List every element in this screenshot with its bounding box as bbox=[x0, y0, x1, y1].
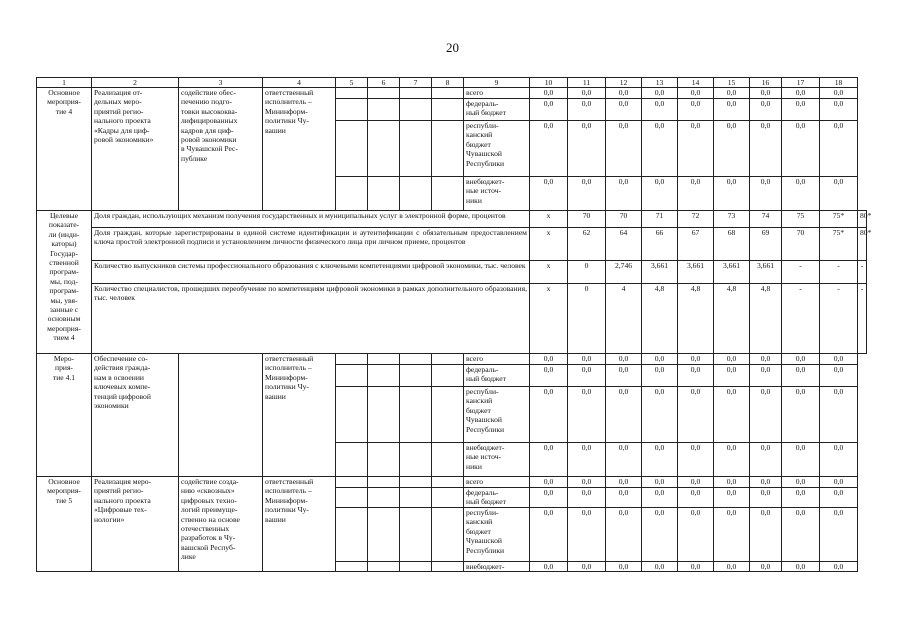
funding-value: 0,0 bbox=[750, 387, 782, 443]
funding-value: 0,0 bbox=[714, 99, 750, 121]
funding-value: 0,0 bbox=[782, 488, 820, 508]
column-number: 3 bbox=[179, 78, 263, 88]
empty-cell bbox=[400, 99, 432, 121]
funding-value: 0,0 bbox=[678, 88, 714, 99]
funding-value: 0,0 bbox=[642, 88, 678, 99]
column-number-row bbox=[37, 78, 867, 88]
empty-cell bbox=[432, 121, 464, 177]
funding-value: 0,0 bbox=[530, 99, 568, 121]
indicator-value: 71 bbox=[642, 211, 678, 228]
block-goal: содействие обес- печению подго- товки высококва- лифицированных кадров для циф- ровой экономики в Чувашской Рес- публике bbox=[179, 88, 263, 211]
funding-value: 0,0 bbox=[714, 508, 750, 562]
funding-value: 0,0 bbox=[642, 508, 678, 562]
funding-value: 0,0 bbox=[782, 387, 820, 443]
funding-value: 0,0 bbox=[714, 443, 750, 477]
empty-cell bbox=[336, 177, 368, 211]
empty-cell bbox=[432, 88, 464, 99]
block-label: Основное мероприя- тие 4 bbox=[37, 88, 92, 211]
empty-cell bbox=[336, 387, 368, 443]
column-number: 2 bbox=[92, 78, 179, 88]
funding-value: 0,0 bbox=[642, 177, 678, 211]
funding-value: 0,0 bbox=[782, 88, 820, 99]
responsible-executor: ответственный исполнитель – Мининформ- политики Чу- вашии bbox=[263, 354, 336, 477]
funding-value: 0,0 bbox=[820, 488, 858, 508]
funding-value: 0,0 bbox=[782, 121, 820, 177]
funding-value: 0,0 bbox=[820, 443, 858, 477]
empty-cell bbox=[400, 354, 432, 365]
funding-row bbox=[37, 477, 867, 488]
funding-value: 0,0 bbox=[642, 99, 678, 121]
funding-value: 0,0 bbox=[568, 508, 606, 562]
indicator-value: 70 bbox=[782, 228, 820, 261]
indicator-value: 4,8 bbox=[750, 284, 782, 354]
funding-value: 0,0 bbox=[606, 508, 642, 562]
funding-value: 0,0 bbox=[782, 562, 820, 572]
column-number: 12 bbox=[606, 78, 642, 88]
funding-value: 0,0 bbox=[750, 99, 782, 121]
funding-value: 0,0 bbox=[782, 443, 820, 477]
column-number: 14 bbox=[678, 78, 714, 88]
funding-value: 0,0 bbox=[606, 443, 642, 477]
empty-cell bbox=[336, 88, 368, 99]
funding-value: 0,0 bbox=[530, 443, 568, 477]
responsible-executor: ответственный исполнитель – Мининформ- политики Чу- вашии bbox=[263, 477, 336, 572]
funding-source: внебюджет- ные источ- ники bbox=[464, 177, 530, 211]
funding-value: 0,0 bbox=[678, 477, 714, 488]
indicator-row bbox=[37, 228, 867, 261]
funding-value: 0,0 bbox=[782, 365, 820, 387]
funding-row bbox=[37, 88, 867, 99]
block-label: Меро- прия- тие 4.1 bbox=[37, 354, 92, 477]
indicator-value: - bbox=[858, 261, 867, 284]
block-name: Обеспечение со- действия гражда- нам в освоении ключевых компе- тенций цифровой экономики bbox=[92, 354, 179, 477]
indicator-row bbox=[37, 261, 867, 284]
funding-source: республи- канский бюджет Чувашской Республики bbox=[464, 508, 530, 562]
funding-value: 0,0 bbox=[568, 562, 606, 572]
funding-value: 0,0 bbox=[820, 365, 858, 387]
empty-cell bbox=[336, 99, 368, 121]
funding-value: 0,0 bbox=[568, 99, 606, 121]
indicator-value: 80* bbox=[858, 211, 867, 228]
empty-cell bbox=[432, 508, 464, 562]
funding-value: 0,0 bbox=[782, 177, 820, 211]
empty-cell bbox=[432, 354, 464, 365]
column-number: 6 bbox=[368, 78, 400, 88]
indicator-value: 3,661 bbox=[642, 261, 678, 284]
funding-value: 0,0 bbox=[530, 387, 568, 443]
funding-value: 0,0 bbox=[606, 562, 642, 572]
empty-cell bbox=[400, 488, 432, 508]
funding-value: 0,0 bbox=[606, 477, 642, 488]
empty-cell bbox=[336, 562, 368, 572]
funding-value: 0,0 bbox=[782, 508, 820, 562]
indicator-x: x bbox=[530, 284, 568, 354]
empty-cell bbox=[432, 443, 464, 477]
empty-cell bbox=[368, 99, 400, 121]
block-goal: содействие созда- нию «сквозных» цифровых техно- логий преимуще- ственно на основе отечественных разработок в Чу- вашской Респуб- лике bbox=[179, 477, 263, 572]
funding-value: 0,0 bbox=[820, 387, 858, 443]
column-number: 1 bbox=[37, 78, 92, 88]
indicator-value: 69 bbox=[750, 228, 782, 261]
funding-value: 0,0 bbox=[714, 88, 750, 99]
funding-value: 0,0 bbox=[568, 365, 606, 387]
indicator-x: x bbox=[530, 261, 568, 284]
indicator-value: 67 bbox=[678, 228, 714, 261]
funding-value: 0,0 bbox=[606, 99, 642, 121]
funding-value: 0,0 bbox=[568, 488, 606, 508]
funding-value: 0,0 bbox=[568, 88, 606, 99]
funding-value: 0,0 bbox=[530, 365, 568, 387]
empty-cell bbox=[336, 354, 368, 365]
indicator-value: 72 bbox=[678, 211, 714, 228]
funding-value: 0,0 bbox=[606, 365, 642, 387]
indicator-x: x bbox=[530, 228, 568, 261]
indicator-value: - bbox=[782, 284, 820, 354]
funding-source: всего bbox=[464, 354, 530, 365]
funding-value: 0,0 bbox=[750, 488, 782, 508]
column-number: 4 bbox=[263, 78, 336, 88]
empty-cell bbox=[400, 443, 432, 477]
indicator-x: x bbox=[530, 211, 568, 228]
column-number: 8 bbox=[432, 78, 464, 88]
empty-cell bbox=[368, 508, 400, 562]
indicators-label: Целевые показате- ли (инди- каторы) Государ- ственной програм- мы, под- програм- мы, увя- занные с основным мероприя- тием 4 bbox=[37, 211, 92, 354]
funding-value: 0,0 bbox=[678, 488, 714, 508]
funding-value: 0,0 bbox=[642, 365, 678, 387]
column-number: 5 bbox=[336, 78, 368, 88]
funding-value: 0,0 bbox=[530, 121, 568, 177]
indicator-value: 4,8 bbox=[642, 284, 678, 354]
funding-source: федераль- ный бюджет bbox=[464, 99, 530, 121]
responsible-executor: ответственный исполнитель – Мининформ- политики Чу- вашии bbox=[263, 88, 336, 211]
empty-cell bbox=[400, 88, 432, 99]
funding-source: федераль- ный бюджет bbox=[464, 488, 530, 508]
funding-source: всего bbox=[464, 477, 530, 488]
empty-cell bbox=[368, 88, 400, 99]
empty-cell bbox=[432, 177, 464, 211]
indicator-value: 0 bbox=[568, 261, 606, 284]
empty-cell bbox=[368, 387, 400, 443]
funding-value: 0,0 bbox=[820, 121, 858, 177]
empty-cell bbox=[368, 121, 400, 177]
empty-cell bbox=[432, 387, 464, 443]
column-number: 17 bbox=[782, 78, 820, 88]
empty-cell bbox=[400, 387, 432, 443]
indicator-value: 66 bbox=[642, 228, 678, 261]
funding-value: 0,0 bbox=[568, 443, 606, 477]
funding-value: 0,0 bbox=[782, 477, 820, 488]
funding-source: всего bbox=[464, 88, 530, 99]
funding-value: 0,0 bbox=[642, 387, 678, 443]
indicator-value: 3,661 bbox=[714, 261, 750, 284]
funding-value: 0,0 bbox=[568, 387, 606, 443]
empty-cell bbox=[368, 177, 400, 211]
empty-cell bbox=[400, 365, 432, 387]
funding-value: 0,0 bbox=[678, 562, 714, 572]
column-number: 18 bbox=[820, 78, 858, 88]
funding-value: 0,0 bbox=[678, 443, 714, 477]
empty-cell bbox=[432, 488, 464, 508]
funding-value: 0,0 bbox=[750, 443, 782, 477]
funding-value: 0,0 bbox=[642, 121, 678, 177]
empty-cell bbox=[336, 121, 368, 177]
indicator-value: 74 bbox=[750, 211, 782, 228]
empty-cell bbox=[368, 488, 400, 508]
column-number: 10 bbox=[530, 78, 568, 88]
empty-cell bbox=[368, 477, 400, 488]
empty-cell bbox=[336, 508, 368, 562]
funding-source: республи- канский бюджет Чувашской Республики bbox=[464, 387, 530, 443]
funding-value: 0,0 bbox=[820, 88, 858, 99]
funding-value: 0,0 bbox=[820, 354, 858, 365]
funding-value: 0,0 bbox=[820, 99, 858, 121]
indicator-text: Количество выпускников системы профессионального образования с ключевыми компетенциями цифровой экономики, тыс. человек bbox=[92, 261, 530, 284]
empty-cell bbox=[368, 365, 400, 387]
indicator-row bbox=[37, 284, 867, 354]
indicator-value: 70 bbox=[568, 211, 606, 228]
funding-value: 0,0 bbox=[568, 121, 606, 177]
funding-value: 0,0 bbox=[606, 354, 642, 365]
funding-value: 0,0 bbox=[782, 354, 820, 365]
empty-cell bbox=[432, 365, 464, 387]
funding-value: 0,0 bbox=[714, 121, 750, 177]
indicator-value: 73 bbox=[714, 211, 750, 228]
block-name: Реализация меро- приятий регио- нального проекта «Цифровые тех- нологии» bbox=[92, 477, 179, 572]
column-number: 11 bbox=[568, 78, 606, 88]
funding-value: 0,0 bbox=[530, 354, 568, 365]
indicator-value: 75 bbox=[782, 211, 820, 228]
empty-cell bbox=[432, 477, 464, 488]
indicator-value: 2,746 bbox=[606, 261, 642, 284]
empty-cell bbox=[400, 121, 432, 177]
funding-value: 0,0 bbox=[714, 387, 750, 443]
funding-value: 0,0 bbox=[530, 562, 568, 572]
funding-value: 0,0 bbox=[714, 562, 750, 572]
indicator-value: 4,8 bbox=[714, 284, 750, 354]
empty-cell bbox=[400, 477, 432, 488]
indicator-value: 3,661 bbox=[750, 261, 782, 284]
indicator-text: Доля граждан, использующих механизм получения государственных и муниципальных услуг в электронной форме, процентов bbox=[92, 211, 530, 228]
block-label: Основное мероприя- тие 5 bbox=[37, 477, 92, 572]
column-number: 7 bbox=[400, 78, 432, 88]
funding-value: 0,0 bbox=[750, 562, 782, 572]
indicator-value: - bbox=[858, 284, 867, 354]
program-table bbox=[36, 77, 872, 572]
indicator-text: Количество специалистов, прошедших переобучение по компетенциям цифровой экономики в рамках дополнительного образования, тыс. человек bbox=[92, 284, 530, 354]
empty-cell bbox=[336, 365, 368, 387]
funding-value: 0,0 bbox=[750, 477, 782, 488]
funding-value: 0,0 bbox=[530, 88, 568, 99]
indicator-value: 4,8 bbox=[678, 284, 714, 354]
indicator-value: 3,661 bbox=[678, 261, 714, 284]
funding-value: 0,0 bbox=[714, 354, 750, 365]
funding-value: 0,0 bbox=[750, 354, 782, 365]
funding-source: внебюджет- ные источ- ники bbox=[464, 443, 530, 477]
empty-cell bbox=[400, 177, 432, 211]
funding-value: 0,0 bbox=[642, 443, 678, 477]
empty-cell bbox=[368, 354, 400, 365]
funding-value: 0,0 bbox=[606, 177, 642, 211]
page-number: 20 bbox=[446, 40, 459, 55]
indicator-value: 80* bbox=[858, 228, 867, 261]
funding-value: 0,0 bbox=[820, 177, 858, 211]
funding-value: 0,0 bbox=[820, 477, 858, 488]
funding-value: 0,0 bbox=[530, 508, 568, 562]
funding-value: 0,0 bbox=[530, 177, 568, 211]
funding-value: 0,0 bbox=[750, 121, 782, 177]
empty-cell bbox=[400, 562, 432, 572]
empty-cell bbox=[336, 488, 368, 508]
funding-value: 0,0 bbox=[642, 477, 678, 488]
indicator-value: 75* bbox=[820, 228, 858, 261]
column-number: 9 bbox=[464, 78, 530, 88]
indicator-value: 68 bbox=[714, 228, 750, 261]
funding-source: внебюджет- bbox=[464, 562, 530, 572]
block-goal bbox=[179, 354, 263, 477]
funding-value: 0,0 bbox=[678, 99, 714, 121]
funding-value: 0,0 bbox=[606, 121, 642, 177]
funding-value: 0,0 bbox=[714, 177, 750, 211]
indicator-value: 62 bbox=[568, 228, 606, 261]
empty-cell bbox=[336, 477, 368, 488]
empty-cell bbox=[400, 508, 432, 562]
indicator-value: 0 bbox=[568, 284, 606, 354]
indicator-value: - bbox=[820, 284, 858, 354]
funding-value: 0,0 bbox=[750, 177, 782, 211]
funding-value: 0,0 bbox=[750, 88, 782, 99]
funding-value: 0,0 bbox=[530, 488, 568, 508]
funding-value: 0,0 bbox=[642, 562, 678, 572]
empty-cell bbox=[432, 99, 464, 121]
funding-value: 0,0 bbox=[642, 488, 678, 508]
funding-value: 0,0 bbox=[568, 354, 606, 365]
empty-cell bbox=[336, 443, 368, 477]
funding-value: 0,0 bbox=[568, 177, 606, 211]
funding-value: 0,0 bbox=[678, 354, 714, 365]
funding-value: 0,0 bbox=[750, 365, 782, 387]
funding-value: 0,0 bbox=[714, 488, 750, 508]
empty-cell bbox=[432, 562, 464, 572]
indicator-value: - bbox=[820, 261, 858, 284]
column-number: 13 bbox=[642, 78, 678, 88]
funding-value: 0,0 bbox=[678, 508, 714, 562]
funding-value: 0,0 bbox=[750, 508, 782, 562]
funding-source: федераль- ный бюджет bbox=[464, 365, 530, 387]
funding-value: 0,0 bbox=[714, 365, 750, 387]
indicator-row bbox=[37, 211, 867, 228]
funding-value: 0,0 bbox=[782, 99, 820, 121]
funding-value: 0,0 bbox=[820, 508, 858, 562]
column-number: 15 bbox=[714, 78, 750, 88]
funding-value: 0,0 bbox=[606, 88, 642, 99]
funding-value: 0,0 bbox=[642, 354, 678, 365]
indicator-value: 70 bbox=[606, 211, 642, 228]
funding-value: 0,0 bbox=[678, 387, 714, 443]
funding-value: 0,0 bbox=[530, 477, 568, 488]
empty-cell bbox=[368, 562, 400, 572]
funding-value: 0,0 bbox=[606, 387, 642, 443]
funding-value: 0,0 bbox=[820, 562, 858, 572]
funding-source: республи- канский бюджет Чувашской Республики bbox=[464, 121, 530, 177]
indicator-value: - bbox=[782, 261, 820, 284]
funding-value: 0,0 bbox=[678, 121, 714, 177]
funding-row bbox=[37, 354, 867, 365]
indicator-value: 75* bbox=[820, 211, 858, 228]
funding-value: 0,0 bbox=[606, 488, 642, 508]
empty-cell bbox=[368, 443, 400, 477]
funding-value: 0,0 bbox=[714, 477, 750, 488]
funding-value: 0,0 bbox=[568, 477, 606, 488]
funding-value: 0,0 bbox=[678, 177, 714, 211]
indicator-value: 64 bbox=[606, 228, 642, 261]
indicator-value: 4 bbox=[606, 284, 642, 354]
indicator-text: Доля граждан, которые зарегистрированы в единой системе идентификации и аутентификации с обязательным предоставлением ключа простой электронной подписи и установлением личности физического лица при личном приеме, процентов bbox=[92, 228, 530, 261]
funding-value: 0,0 bbox=[678, 365, 714, 387]
column-number: 16 bbox=[750, 78, 782, 88]
block-name: Реализация от- дельных меро- приятий регио- нального проекта «Кадры для циф- ровой экономики» bbox=[92, 88, 179, 211]
